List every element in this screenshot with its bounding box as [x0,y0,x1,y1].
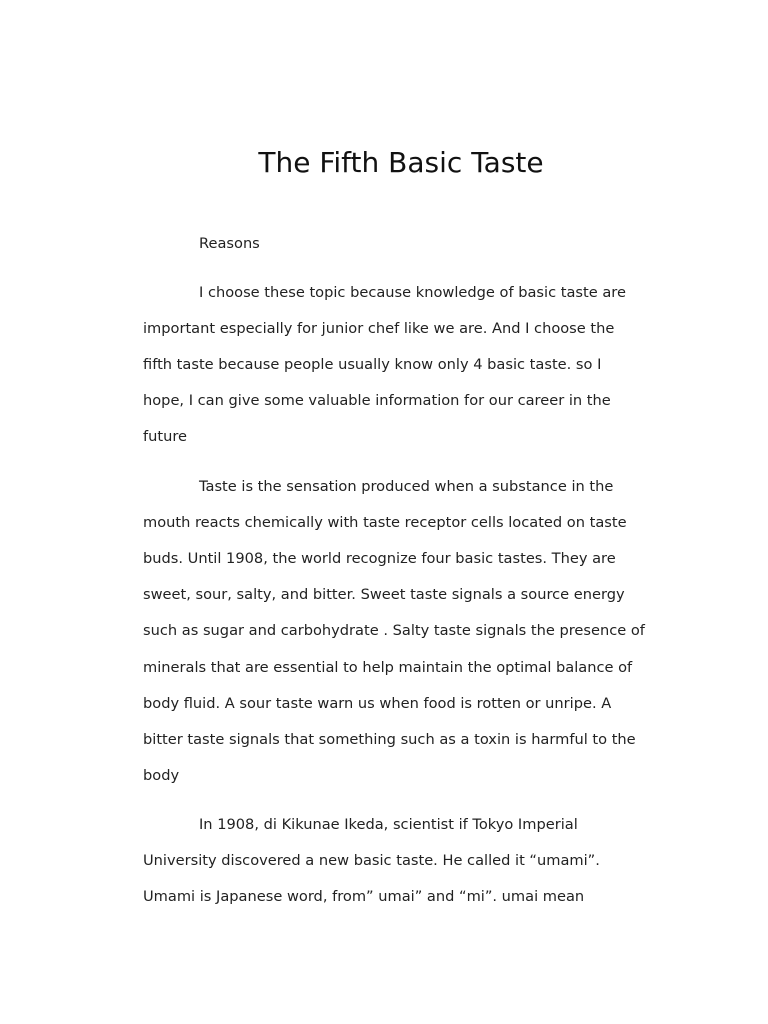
paragraph-3-line-1: In 1908, di Kikunae Ikeda, scientist if Tokyo Imperial [199,816,578,833]
paragraph-2-line-4: sweet, sour, salty, and bitter. Sweet taste signals a source energy [143,586,625,603]
paragraph-3-line-2: University discovered a new basic taste. He called it “umami”. [143,852,600,869]
paragraph-2-line-5: such as sugar and carbohydrate . Salty taste signals the presence of [143,622,645,639]
paragraph-1-line-4: hope, I can give some valuable information for our career in the [143,392,611,409]
document-title: The Fifth Basic Taste [258,146,544,179]
paragraph-2-line-3: buds. Until 1908, the world recognize four basic tastes. They are [143,550,616,567]
paragraph-1-line-5: future [143,428,188,445]
paragraph-2-line-1: Taste is the sensation produced when a substance in the [199,478,614,495]
paragraph-2-line-9: body [143,767,180,784]
paragraph-2-line-2: mouth reacts chemically with taste receptor cells located on taste [143,514,627,531]
paragraph-1-line-1: I choose these topic because knowledge of basic taste are [199,284,626,301]
paragraph-1-line-3: fifth taste because people usually know only 4 basic taste. so I [143,356,602,373]
paragraph-2-line-7: body fluid. A sour taste warn us when food is rotten or unripe. A [143,695,612,712]
paragraph-1-line-2: important especially for junior chef like we are. And I choose the [143,320,615,337]
section-heading: Reasons [199,235,260,252]
paragraph-3-line-3: Umami is Japanese word, from” umai” and “mi”. umai mean [143,888,585,905]
paragraph-2-line-6: minerals that are essential to help maintain the optimal balance of [143,659,633,676]
paragraph-2-line-8: bitter taste signals that something such as a toxin is harmful to the [143,731,636,748]
